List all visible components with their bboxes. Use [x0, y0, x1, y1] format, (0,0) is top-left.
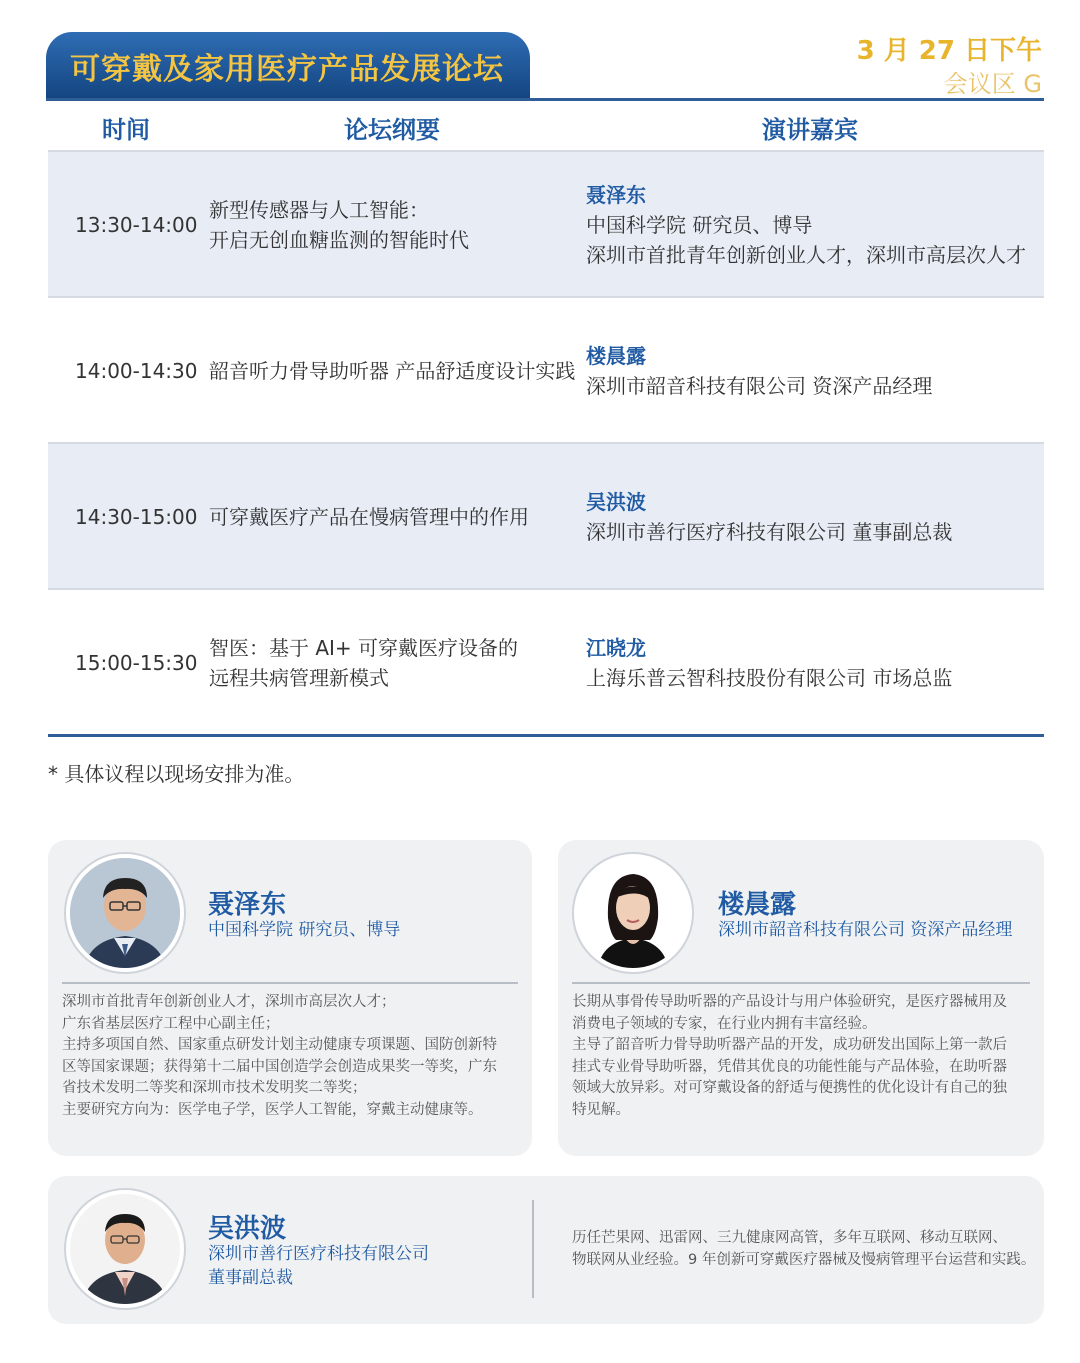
table-bottom-divider [48, 734, 1044, 737]
row-topic [209, 633, 589, 693]
card-divider [532, 1200, 534, 1298]
row-topic-line: 开启无创血糖监测的智能时代 [209, 228, 469, 252]
bio-line: 主导了韶音听力骨导助听器产品的开发，成功研发出国际上第一款后 [572, 1037, 1007, 1053]
card-speaker-name: 吴洪波 [208, 1214, 287, 1244]
speaker-name: 江晓龙 [586, 636, 646, 660]
speaker-card [48, 840, 532, 1156]
header-divider [46, 98, 1044, 101]
row-speaker [586, 180, 1046, 270]
speaker-photo [70, 858, 180, 968]
row-topic-line: 智医：基于 AI+ 可穿戴医疗设备的 [209, 636, 519, 660]
bio-line: 挂式专业骨导助听器，凭借其优良的功能性能与产品体验，在助听器 [572, 1058, 1007, 1075]
card-bio [572, 992, 1007, 1121]
bio-line: 消费电子领域的专家，在行业内拥有丰富经验。 [572, 1015, 877, 1032]
bio-line: 主持多项国自然、国家重点研发计划主动健康专项课题、国防创新特 [62, 1037, 497, 1053]
row-time: 14:30-15:00 [75, 505, 198, 529]
speaker-affiliation: 中国科学院 研究员、博导 [586, 213, 813, 237]
bio-line: 特见解。 [572, 1101, 630, 1118]
bio-line: 领域大放异彩。对可穿戴设备的舒适与便携性的优化设计有自己的独 [572, 1080, 1007, 1096]
bio-line: 历任芒果网、迅雷网、三九健康网高管，多年互联网、移动互联网、 [572, 1230, 1007, 1246]
row-topic-line: 远程共病管理新模式 [209, 666, 389, 690]
speaker-photo [70, 1194, 180, 1304]
session-date: 3 月 27 日下午 [856, 36, 1042, 66]
speaker-affiliation: 深圳市韶音科技有限公司 资深产品经理 [586, 374, 933, 398]
bio-line: 物联网从业经验。9 年创新可穿戴医疗器械及慢病管理平台运营和实践。 [572, 1251, 1036, 1268]
agenda-row [48, 152, 1044, 298]
card-speaker-title: 深圳市韶音科技有限公司 资深产品经理 [718, 920, 1013, 940]
card-bio [572, 1228, 1035, 1271]
card-speaker-title: 中国科学院 研究员、博导 [208, 920, 401, 940]
avatar [572, 852, 694, 974]
column-header-topic: 论坛纲要 [344, 116, 440, 144]
avatar [64, 1188, 186, 1310]
bio-line: 广东省基层医疗工程中心副主任； [62, 1015, 280, 1032]
row-topic-line: 新型传感器与人工智能： [209, 198, 429, 222]
row-speaker [586, 341, 1046, 401]
row-topic-line: 韶音听力骨导助听器 产品舒适度设计实践 [209, 359, 576, 383]
column-header-speaker: 演讲嘉宾 [762, 116, 858, 144]
agenda-note: * 具体议程以现场安排为准。 [48, 762, 305, 786]
avatar [64, 852, 186, 974]
row-topic [209, 195, 589, 255]
card-divider [62, 982, 518, 984]
bio-line: 主要研究方向为：医学电子学，医学人工智能，穿戴主动健康等。 [62, 1101, 483, 1118]
card-speaker-name: 聂泽东 [208, 890, 287, 920]
speaker-affiliation: 上海乐普云智科技股份有限公司 市场总监 [586, 666, 953, 690]
bio-line: 省技术发明二等奖和深圳市技术发明奖二等奖； [62, 1080, 367, 1096]
row-topic [209, 356, 589, 386]
row-speaker [586, 633, 1046, 693]
card-bio [62, 992, 497, 1121]
speaker-card [48, 1176, 1044, 1324]
card-speaker-title: 深圳市善行医疗科技有限公司 [208, 1244, 429, 1264]
speaker-name: 楼晨露 [586, 344, 646, 368]
bio-line: 长期从事骨传导助听器的产品设计与用户体验研究，是医疗器械用及 [572, 994, 1007, 1010]
row-time: 13:30-14:00 [75, 213, 198, 237]
agenda-row [48, 444, 1044, 590]
session-venue: 会议区 G [943, 70, 1042, 98]
speaker-name: 聂泽东 [586, 183, 646, 207]
speaker-name: 吴洪波 [586, 490, 646, 514]
speaker-affiliation: 深圳市善行医疗科技有限公司 董事副总裁 [586, 520, 953, 544]
card-speaker-title: 董事副总裁 [208, 1268, 293, 1288]
bio-line: 区等国家课题；获得第十二届中国创造学会创造成果奖一等奖，广东 [62, 1058, 497, 1075]
row-topic-line: 可穿戴医疗产品在慢病管理中的作用 [209, 505, 529, 529]
row-time: 15:00-15:30 [75, 651, 198, 675]
speaker-photo [578, 858, 688, 968]
speaker-affiliation: 深圳市首批青年创新创业人才，深圳市高层次人才 [586, 243, 1026, 267]
card-divider [572, 982, 1030, 984]
column-header-time: 时间 [102, 116, 150, 144]
speaker-card [558, 840, 1044, 1156]
agenda-row [48, 590, 1044, 736]
agenda-row [48, 298, 1044, 444]
row-topic [209, 502, 589, 532]
row-speaker [586, 487, 1046, 547]
card-speaker-name: 楼晨露 [718, 890, 797, 920]
row-time: 14:00-14:30 [75, 359, 198, 383]
page-header [0, 0, 1080, 104]
bio-line: 深圳市首批青年创新创业人才，深圳市高层次人才； [62, 994, 396, 1010]
forum-title: 可穿戴及家用医疗产品发展论坛 [70, 52, 504, 87]
